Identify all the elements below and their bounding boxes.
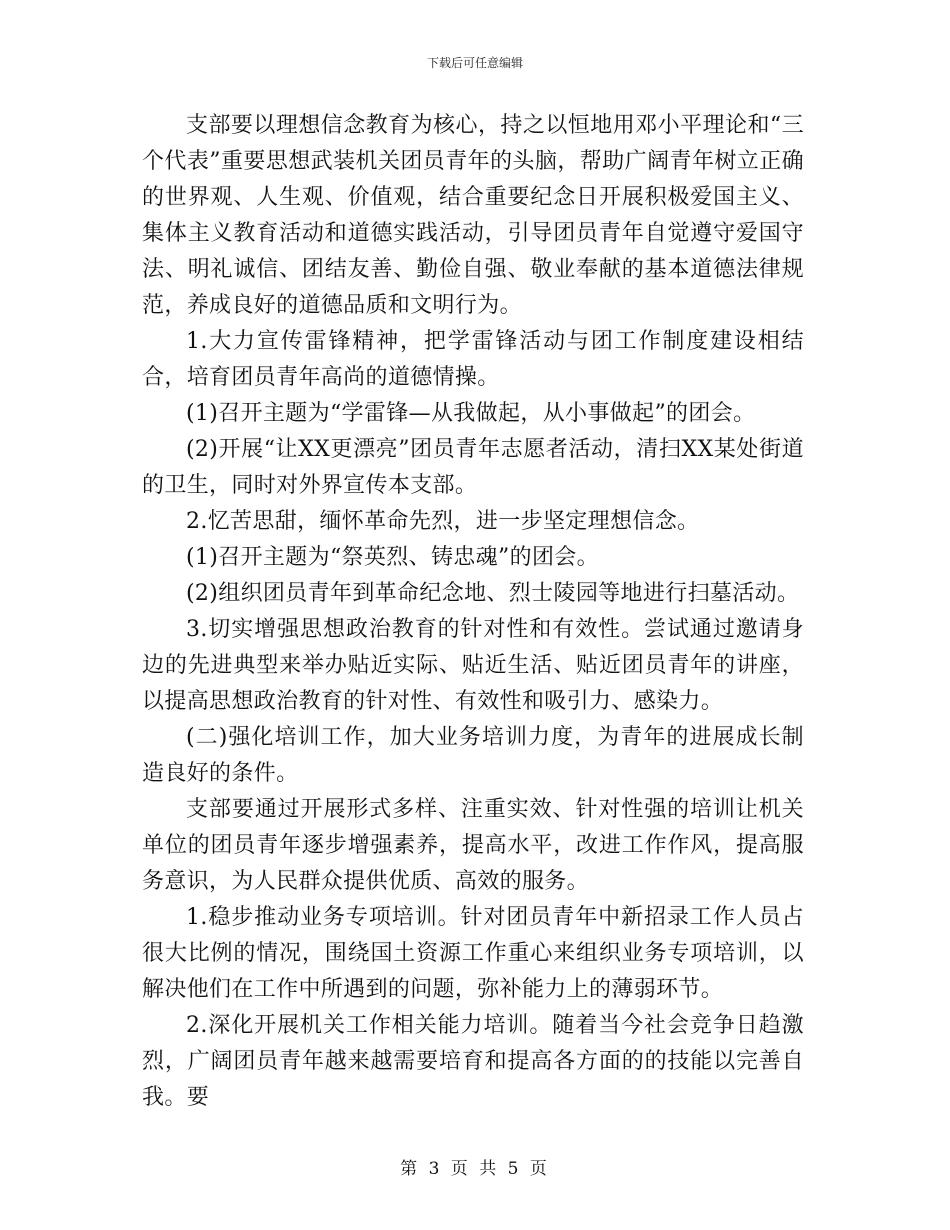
paragraph-3: (1)召开主题为“学雷锋—从我做起，从小事做起”的团会。 <box>186 401 756 426</box>
paragraph-1: 支部要以理想信念教育为核心，持之以恒地用邓小平理论和“三个代表”重要思想武装机关团员青年的头脑，帮助广阔青年树立正确的世界观、人生观、价值观，结合重要纪念日开展积极爱国主义、集体主义教育活动和道德实践活动，引导团员青年自觉遵守爱国守法、明礼诚信、团结友善、勤俭自强、敬业奉献的基本道德法律规范，养成良好的道德品质和文明行为。 <box>142 113 804 318</box>
paragraph-9: (二)强化培训工作，加大业务培训力度，为青年的进展成长制造良好的条件。 <box>142 725 804 786</box>
paragraph-10: 支部要通过开展形式多样、注重实效、针对性强的培训让机关单位的团员青年逐步增强素养，提高水平，改进工作作风，提高服务意识，为人民群众提供优质、高效的服务。 <box>142 797 804 894</box>
paragraph-12: 2.深化开展机关工作相关能力培训。随着当今社会竞争日趋激烈，广阔团员青年越来越需要培育和提高各方面的的技能以完善自我。要 <box>142 1013 804 1110</box>
page-header-note: 下载后可任意编辑 <box>426 56 523 70</box>
paragraph-8: 3.切实增强思想政治教育的针对性和有效性。尝试通过邀请身边的先进典型来举办贴近实际、贴近生活、贴近团员青年的讲座，以提高思想政治教育的针对性、有效性和吸引力、感染力。 <box>142 617 804 714</box>
paragraph-2: 1.大力宣传雷锋精神，把学雷锋活动与团工作制度建设相结合，培育团员青年高尚的道德情操。 <box>142 329 804 390</box>
paragraph-11: 1.稳步推动业务专项培训。针对团员青年中新招录工作人员占很大比例的情况，围绕国土资源工作重心来组织业务专项培训，以解决他们在工作中所遇到的问题，弥补能力上的薄弱环节。 <box>142 905 804 1002</box>
paragraph-6: (1)召开主题为“祭英烈、铸忠魂”的团会。 <box>186 545 600 570</box>
page-number-footer: 第 3 页 共 5 页 <box>400 1159 550 1179</box>
paragraph-7: (2)组织团员青年到革命纪念地、烈士陵园等地进行扫墓活动。 <box>186 581 800 606</box>
document-body <box>142 108 804 1116</box>
paragraph-5: 2.忆苦思甜，缅怀革命先烈，进一步坚定理想信念。 <box>186 509 700 534</box>
paragraph-4: (2)开展“让XX更漂亮”团员青年志愿者活动，清扫XX某处街道的卫生，同时对外界宣传本支部。 <box>142 437 804 498</box>
